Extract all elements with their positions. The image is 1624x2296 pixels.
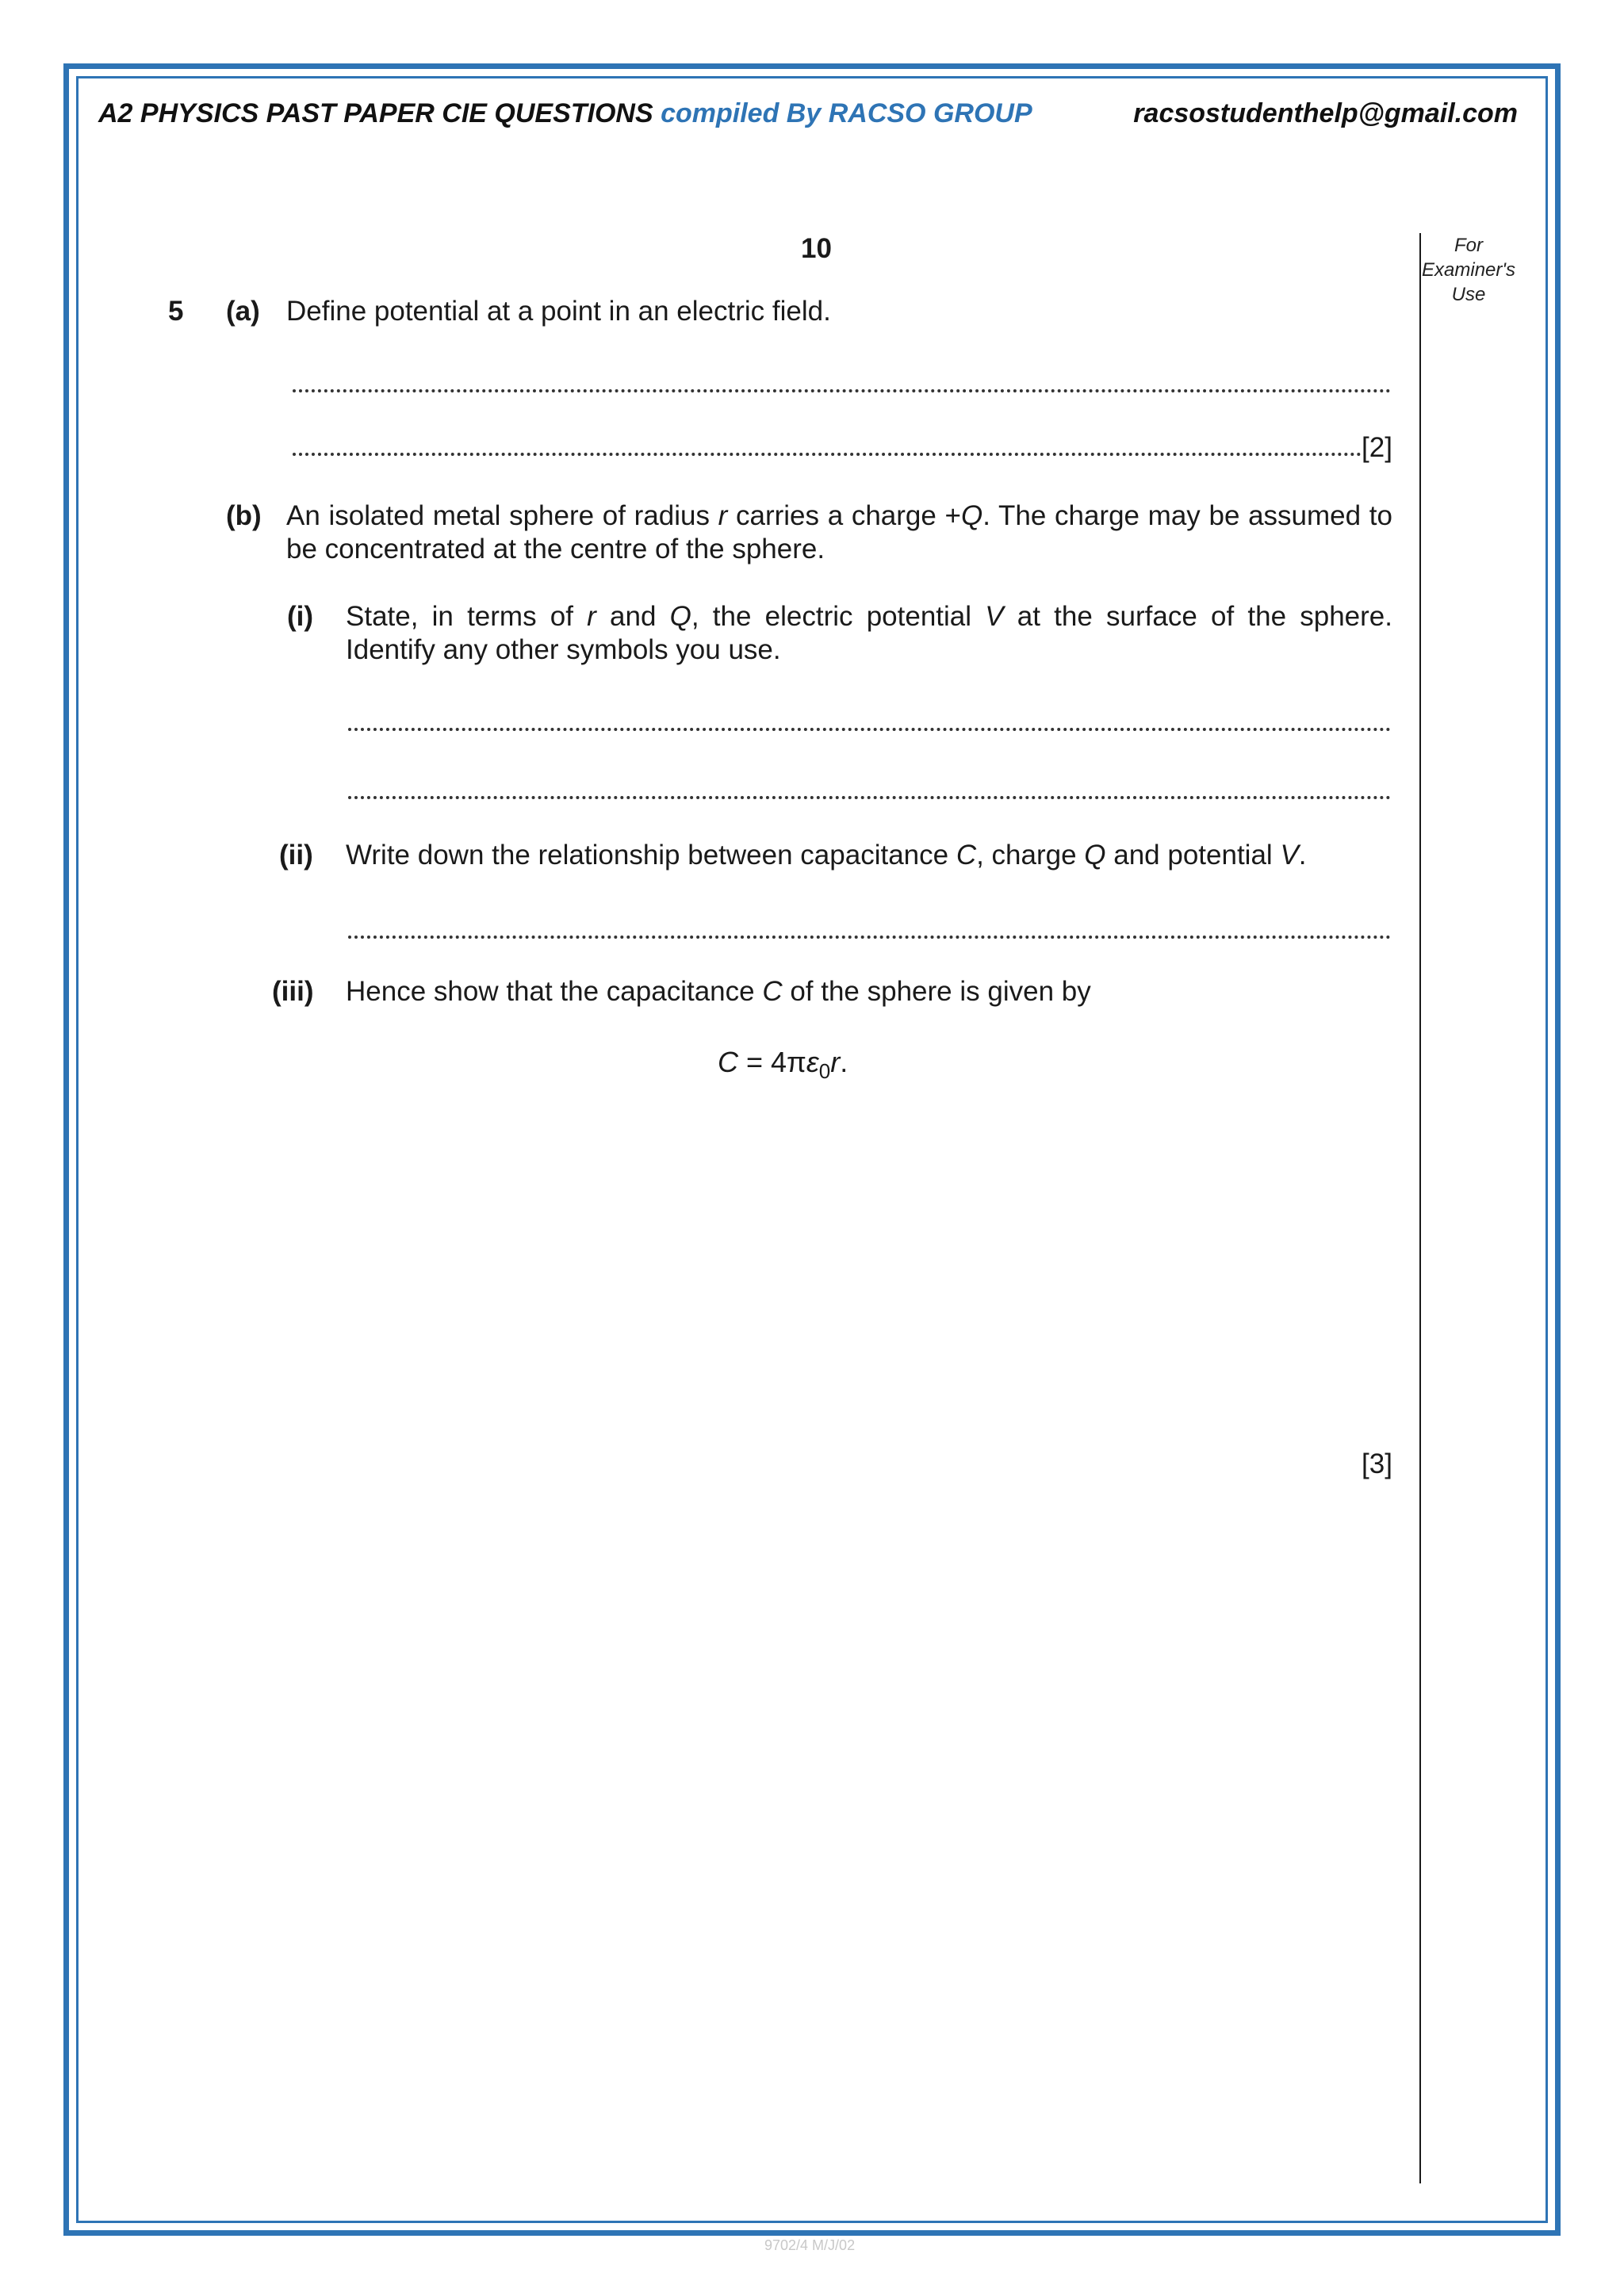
page-number: 10 bbox=[801, 233, 832, 264]
sub-iii-var-c: C bbox=[762, 976, 783, 1007]
part-a-mark: [2] bbox=[1362, 432, 1392, 463]
answer-line-i-2[interactable] bbox=[348, 767, 1391, 799]
part-b-label: (b) bbox=[226, 500, 262, 531]
sub-ii-text-1: Write down the relationship between capacitance bbox=[346, 840, 956, 871]
part-b-var-r: r bbox=[718, 500, 728, 531]
sub-i-text-2: and bbox=[596, 601, 670, 632]
part-a-label: (a) bbox=[226, 296, 260, 327]
header-title: A2 PHYSICS PAST PAPER CIE QUESTIONS bbox=[98, 98, 653, 128]
part-a-text: Define potential at a point in an electric field. bbox=[286, 296, 831, 327]
sub-ii-var-c: C bbox=[956, 840, 977, 871]
sub-iii-text-2: of the sphere is given by bbox=[782, 976, 1091, 1007]
sub-iii-text-1: Hence show that the capacitance bbox=[346, 976, 763, 1007]
sub-i-label: (i) bbox=[287, 601, 314, 632]
sub-iii-label: (iii) bbox=[272, 976, 314, 1007]
part-b-text-2: carries a charge + bbox=[727, 500, 961, 531]
sub-i-var-q: Q bbox=[669, 601, 691, 632]
answer-line-ii-1[interactable] bbox=[348, 907, 1391, 939]
sub-ii-var-v: V bbox=[1280, 840, 1299, 871]
sub-i-text-4: at the surface of the sphere. Identify any other symbols you use. bbox=[346, 601, 1392, 665]
examiner-label-line-1: For bbox=[1454, 235, 1483, 256]
part-b-text bbox=[286, 499, 1392, 566]
sub-iii-text bbox=[346, 975, 1091, 1008]
sub-ii-var-q: Q bbox=[1084, 840, 1106, 871]
part-b-text-1: An isolated metal sphere of radius bbox=[286, 500, 718, 531]
formula-r: r bbox=[830, 1046, 841, 1078]
formula-lhs: C bbox=[718, 1046, 738, 1078]
examiner-use-label bbox=[1421, 233, 1516, 307]
sub-ii-text-3: and potential bbox=[1105, 840, 1281, 871]
sub-i-text bbox=[346, 600, 1392, 667]
sub-ii-text-4: . bbox=[1298, 840, 1307, 871]
header-credit: compiled By RACSO GROUP bbox=[661, 98, 1032, 128]
sub-i-var-v: V bbox=[985, 601, 1004, 632]
sub-ii-label: (ii) bbox=[279, 840, 313, 871]
examiner-column-rule bbox=[1419, 233, 1421, 2183]
page-border-inner bbox=[76, 76, 1548, 2223]
answer-line-a-2[interactable] bbox=[293, 424, 1362, 456]
header-title-line bbox=[98, 98, 1032, 129]
capacitance-formula bbox=[718, 1045, 848, 1089]
sub-i-text-3: , the electric potential bbox=[691, 601, 986, 632]
formula-equals: = 4π bbox=[738, 1046, 806, 1078]
question-number: 5 bbox=[168, 296, 184, 327]
examiner-label-line-3: Use bbox=[1451, 284, 1486, 305]
sub-i-var-r: r bbox=[587, 601, 596, 632]
answer-line-i-1[interactable] bbox=[348, 699, 1391, 731]
formula-epsilon: ε bbox=[806, 1046, 819, 1078]
answer-line-a-1[interactable] bbox=[293, 361, 1391, 392]
footer-paper-code: 9702/4 M/J/02 bbox=[764, 2237, 856, 2253]
formula-end: . bbox=[840, 1046, 848, 1078]
header-email: racsostudenthelp@gmail.com bbox=[1133, 98, 1518, 128]
sub-i-text-1: State, in terms of bbox=[346, 601, 588, 632]
sub-iii-mark: [3] bbox=[1362, 1448, 1392, 1479]
examiner-label-line-2: Examiner's bbox=[1422, 259, 1515, 281]
sub-ii-text bbox=[346, 839, 1307, 872]
sub-ii-text-2: , charge bbox=[976, 840, 1085, 871]
part-b-text-3: . The charge may be assumed to be concentrated at the centre of the sphere. bbox=[286, 500, 1392, 564]
formula-subscript: 0 bbox=[818, 1059, 831, 1084]
part-b-var-q: Q bbox=[960, 500, 983, 531]
